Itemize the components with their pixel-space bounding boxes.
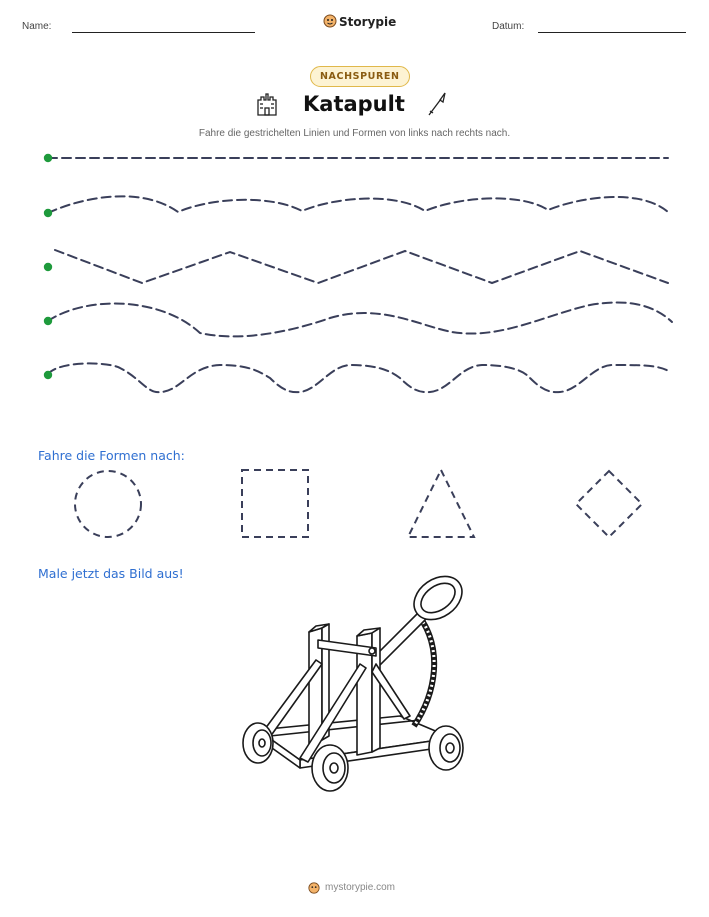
start-dot-3 — [44, 263, 52, 271]
tracing-line-wave[interactable] — [48, 302, 672, 336]
start-dot-4 — [44, 317, 52, 325]
category-badge: NACHSPUREN — [310, 66, 410, 87]
tracing-line-gentle-wave[interactable] — [48, 196, 668, 213]
trace-shape-circle[interactable] — [75, 471, 141, 537]
tracing-line-bumpy-wave[interactable] — [48, 363, 670, 392]
trace-shape-triangle[interactable] — [408, 470, 474, 537]
page-title: Katapult — [303, 92, 405, 116]
tracing-line-zigzag[interactable] — [55, 250, 668, 283]
start-dot-5 — [44, 371, 52, 379]
shapes-section-heading: Fahre die Formen nach: — [38, 448, 185, 463]
start-dot-2 — [44, 209, 52, 217]
date-label: Datum: — [492, 21, 525, 32]
trace-shape-diamond[interactable] — [576, 471, 642, 537]
footer-url[interactable]: mystorypie.com — [325, 882, 396, 893]
brand-name: Storypie — [339, 15, 397, 29]
coloring-section-heading: Male jetzt das Bild aus! — [38, 566, 184, 581]
instruction-text: Fahre die gestrichelten Linien und Formen von links nach rechts nach. — [198, 128, 511, 139]
start-dot-1 — [44, 154, 52, 162]
footer-logo-icon — [308, 881, 320, 893]
catapult-drawing[interactable] — [243, 568, 470, 791]
trace-shape-square[interactable] — [242, 470, 308, 537]
name-label: Name: — [22, 21, 52, 32]
